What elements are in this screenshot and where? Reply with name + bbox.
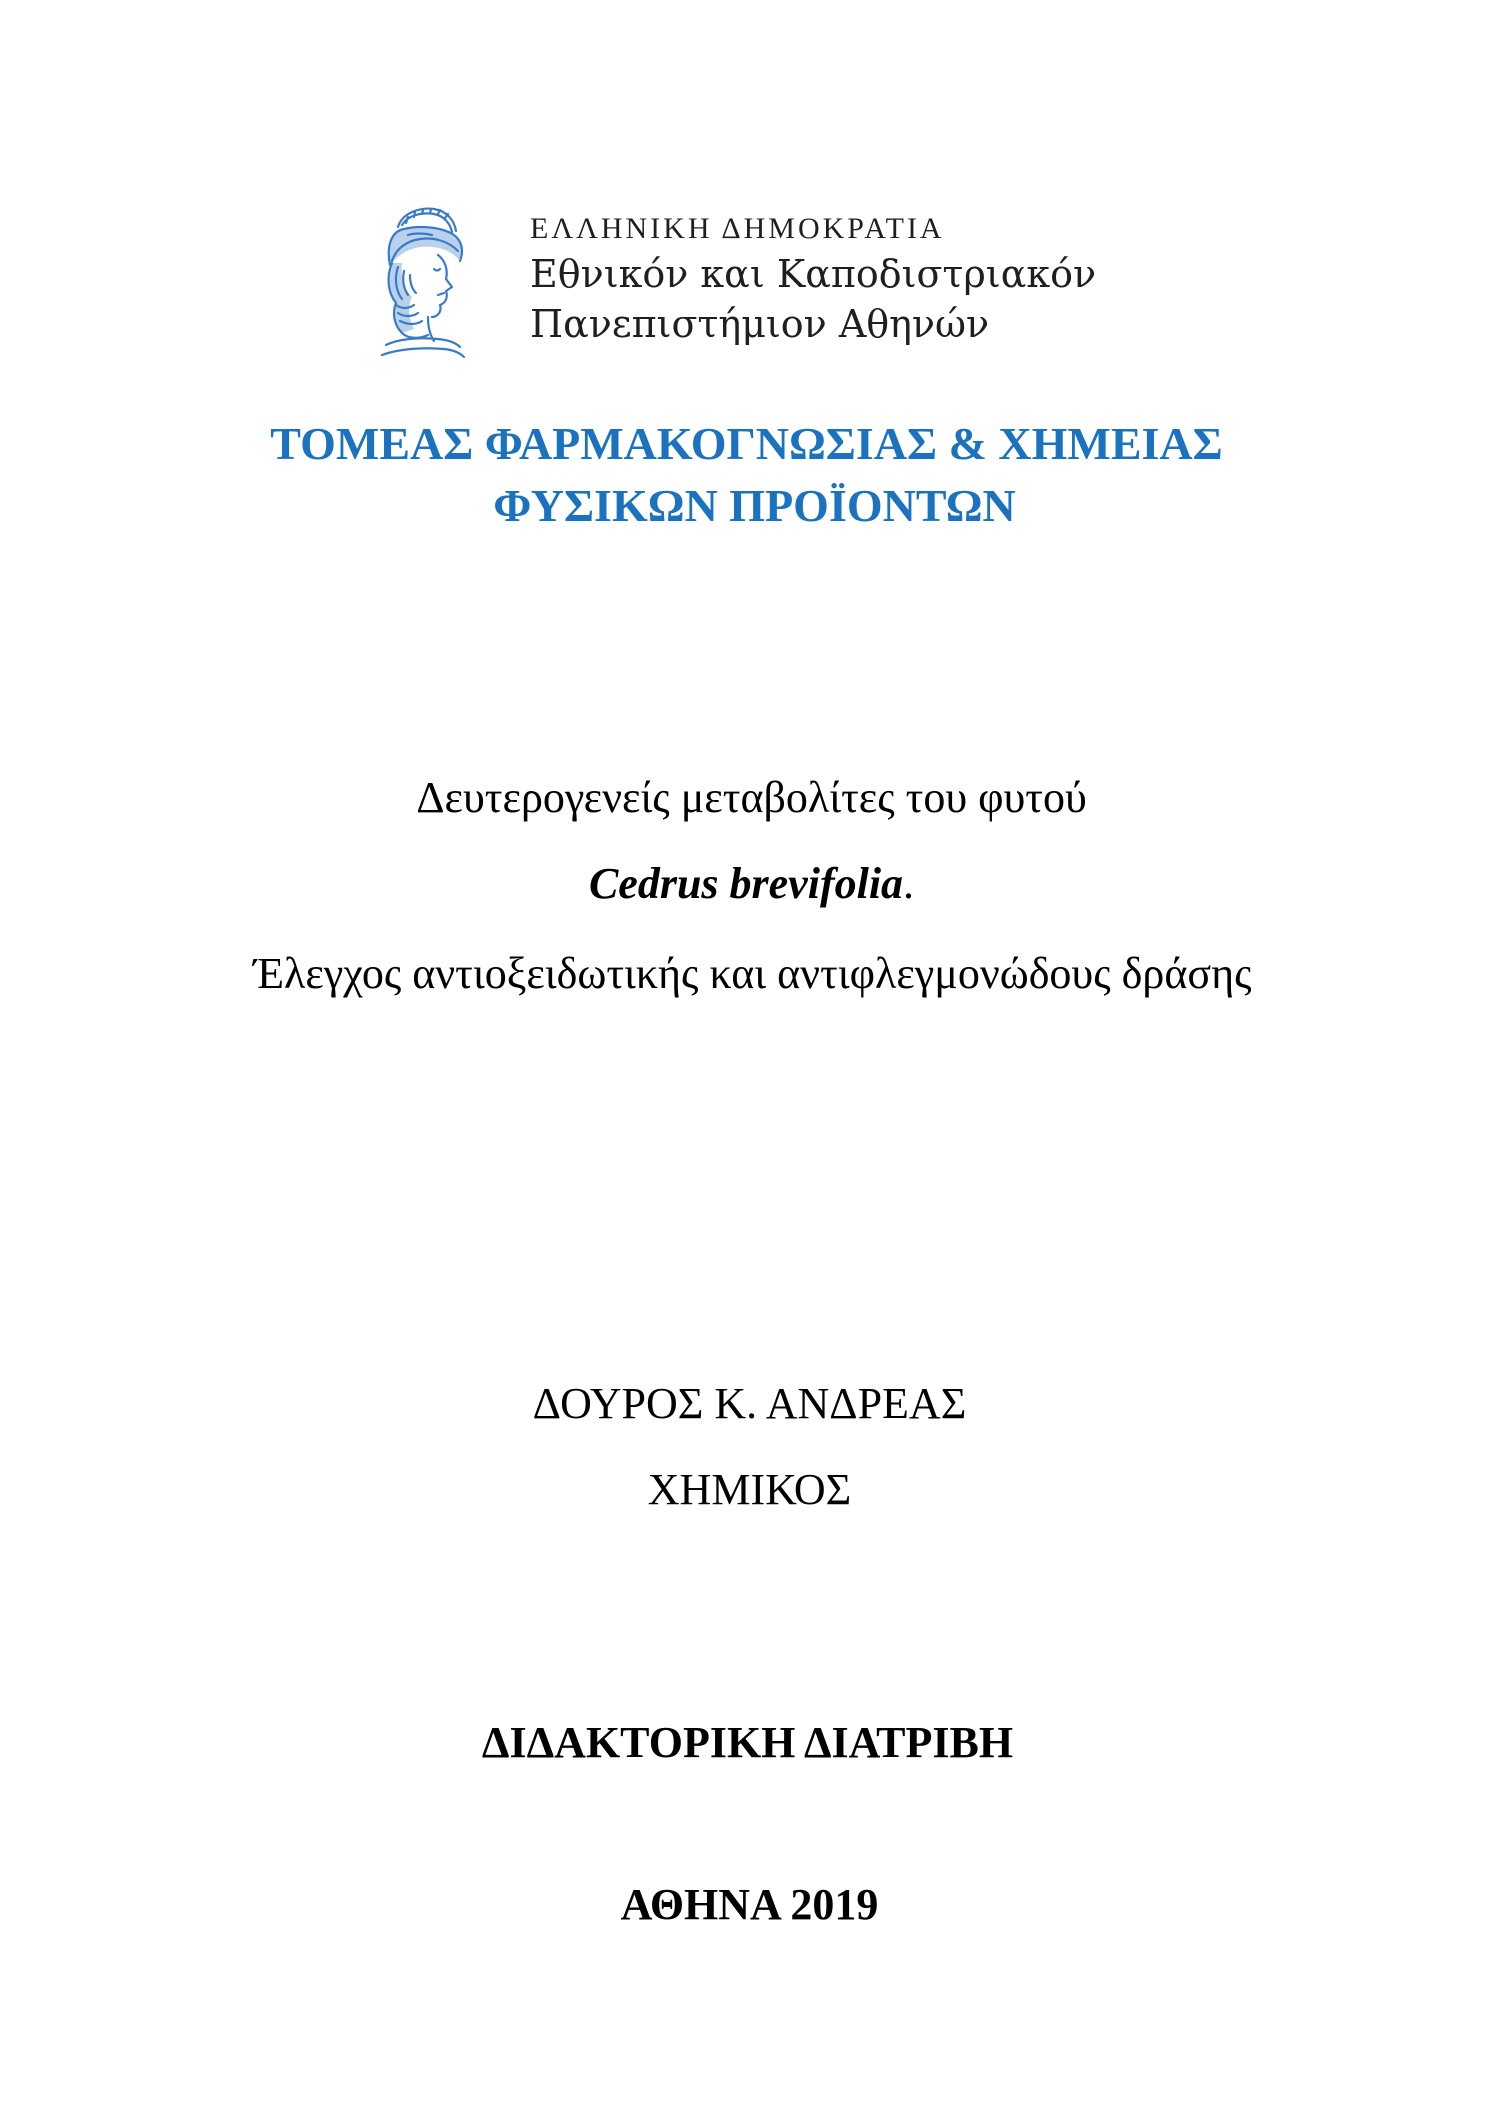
department-title-line-2: ΦΥΣΙΚΩΝ ΠΡΟΪΟΝΤΩΝ <box>493 480 1016 531</box>
republic-label: ΕΛΛΗΝΙΚΗ ΔΗΜΟΚΡΑΤΙΑ <box>530 212 945 245</box>
author-name: ΔΟΥΡΟΣ Κ. ΑΝΔΡΕΑΣ <box>532 1379 967 1428</box>
department-title-line-1: ΤΟΜΕΑΣ ΦΑΡΜΑΚΟΓΝΩΣΙΑΣ & ΧΗΜΕΙΑΣ <box>270 418 1223 469</box>
thesis-title-line-1: Δευτερογενείς μεταβολίτες του φυτού <box>416 773 1087 822</box>
university-name-block <box>530 209 1096 349</box>
place-and-year: ΑΘΗΝΑ 2019 <box>620 1880 879 1929</box>
university-name-line-2: Πανεπιστήμιον Αθηνών <box>530 302 990 346</box>
thesis-type: ΔΙΔΑΚΤΟΡΙΚΗ ΔΙΑΤΡΙΒΗ <box>481 1718 1014 1767</box>
species-suffix: . <box>903 859 915 908</box>
species-name: Cedrus brevifolia <box>588 859 904 908</box>
author-profession: ΧΗΜΙΚΟΣ <box>647 1465 852 1514</box>
thesis-title-line-3: Έλεγχος αντιοξειδωτικής και αντιφλεγμονώδους δράσης <box>253 949 1252 998</box>
thesis-title-line-2 <box>7 856 1489 912</box>
athena-helmet-emblem-icon <box>368 205 468 363</box>
university-header <box>368 205 1188 365</box>
university-name-line-1: Εθνικόν και Καποδιστριακόν <box>530 252 1097 296</box>
